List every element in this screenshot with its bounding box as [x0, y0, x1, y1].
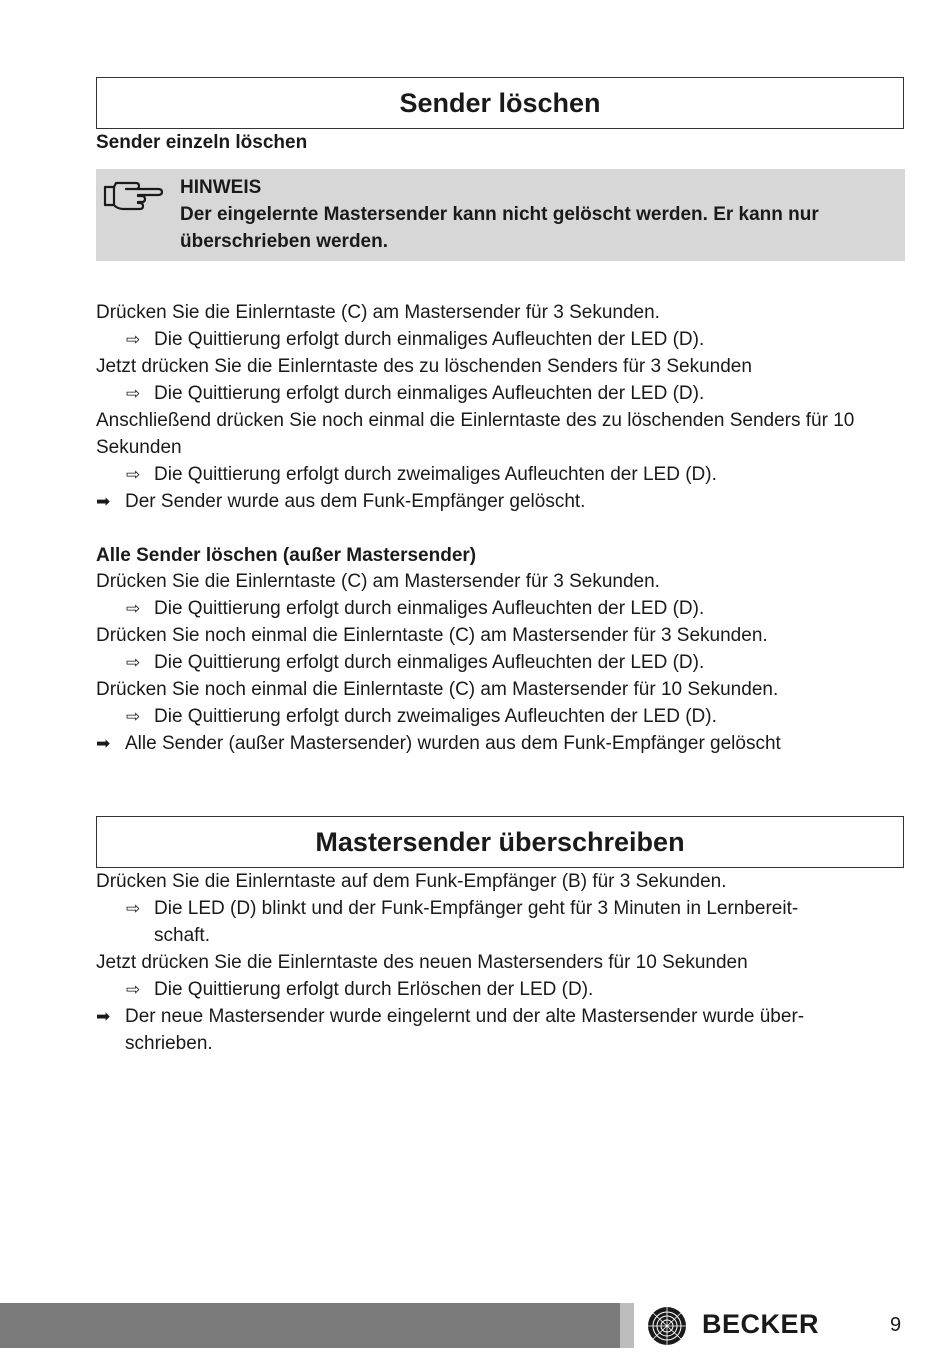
result-sub-line [96, 595, 906, 622]
result-sub-line [96, 649, 906, 676]
step-text: Drücken Sie die Einlerntaste (C) am Mastersender für 3 Sekunden. [96, 571, 660, 592]
step-text: Der Sender wurde aus dem Funk-Empfänger gelöscht. [125, 491, 586, 512]
hint-heading: HINWEIS [180, 177, 262, 198]
open-arrow-icon: ⇨ [126, 653, 141, 672]
step-text: Die Quittierung erfolgt durch einmaliges Aufleuchten der LED (D). [154, 598, 705, 619]
final-result-line [96, 1003, 906, 1057]
step-text: Die Quittierung erfolgt durch zweimaliges Aufleuchten der LED (D). [154, 706, 717, 727]
section-title-text: Sender löschen [399, 87, 601, 118]
instruction-line [96, 353, 906, 380]
final-result-line [96, 730, 906, 757]
step-text: Die Quittierung erfolgt durch einmaliges Aufleuchten der LED (D). [154, 383, 705, 404]
step-text: Alle Sender (außer Mastersender) wurden aus dem Funk-Empfänger gelöscht [125, 733, 781, 754]
solid-arrow-icon: ➡ [96, 734, 111, 753]
final-result-line [96, 488, 906, 515]
result-sub-line [96, 976, 906, 1003]
page-number: 9 [890, 1314, 902, 1336]
open-arrow-icon: ⇨ [126, 899, 141, 918]
open-arrow-icon: ⇨ [126, 707, 141, 726]
instruction-line [96, 299, 906, 326]
steps-mastersender [96, 868, 906, 1057]
result-sub-line [96, 895, 906, 949]
section-title-sender-loeschen [96, 77, 904, 129]
step-text: Die Quittierung erfolgt durch Erlöschen der LED (D). [154, 979, 594, 1000]
step-text: Jetzt drücken Sie die Einlerntaste des zu löschenden Senders für 3 Sekunden [96, 356, 752, 377]
instruction-line [96, 407, 906, 461]
step-text: Jetzt drücken Sie die Einlerntaste des neuen Mastersenders für 10 Sekunden [96, 952, 748, 973]
result-sub-line [96, 703, 906, 730]
step-text: Anschließend drücken Sie noch einmal die Einlerntaste des zu löschenden Senders für 10 Sekunden [96, 410, 855, 458]
step-text: Die Quittierung erfolgt durch einmaliges Aufleuchten der LED (D). [154, 652, 705, 673]
step-text: Die LED (D) blinkt und der Funk-Empfänger geht für 3 Minuten in Lernbereit- schaft. [154, 898, 799, 946]
instruction-line [96, 949, 906, 976]
footer-bar [0, 1303, 620, 1348]
result-sub-line [96, 380, 906, 407]
step-text: Drücken Sie noch einmal die Einlerntaste (C) am Mastersender für 10 Sekunden. [96, 679, 779, 700]
section-title-mastersender [96, 816, 904, 868]
subhead-alle-sender: Alle Sender löschen (außer Mastersender) [96, 545, 477, 566]
step-text: Die Quittierung erfolgt durch zweimaliges Aufleuchten der LED (D). [154, 464, 717, 485]
solid-arrow-icon: ➡ [96, 492, 111, 511]
instruction-line [96, 568, 906, 595]
brand-name: BECKER [702, 1309, 820, 1339]
steps-alle [96, 568, 906, 757]
solid-arrow-icon: ➡ [96, 1007, 111, 1026]
step-text: Drücken Sie noch einmal die Einlerntaste (C) am Mastersender für 3 Sekunden. [96, 625, 768, 646]
section-title-text: Mastersender überschreiben [315, 826, 685, 857]
step-text: Der neue Mastersender wurde eingelernt und der alte Mastersender wurde über- schrieben. [125, 1006, 805, 1054]
instruction-line [96, 622, 906, 649]
result-sub-line [96, 461, 906, 488]
footer-bar-accent [620, 1303, 634, 1348]
step-text: Die Quittierung erfolgt durch einmaliges Aufleuchten der LED (D). [154, 329, 705, 350]
instruction-line [96, 868, 906, 895]
becker-logo-icon [645, 1305, 689, 1352]
hint-box [96, 169, 905, 261]
pointing-hand-icon [102, 177, 168, 222]
open-arrow-icon: ⇨ [126, 330, 141, 349]
subhead-sender-einzeln: Sender einzeln löschen [96, 132, 308, 153]
open-arrow-icon: ⇨ [126, 384, 141, 403]
instruction-line [96, 676, 906, 703]
step-text: Drücken Sie die Einlerntaste auf dem Funk-Empfänger (B) für 3 Sekunden. [96, 871, 727, 892]
open-arrow-icon: ⇨ [126, 465, 141, 484]
open-arrow-icon: ⇨ [126, 980, 141, 999]
step-text: Drücken Sie die Einlerntaste (C) am Mastersender für 3 Sekunden. [96, 302, 660, 323]
result-sub-line [96, 326, 906, 353]
hint-body: Der eingelernte Mastersender kann nicht gelöscht werden. Er kann nur überschrieben werden. [180, 204, 819, 252]
open-arrow-icon: ⇨ [126, 599, 141, 618]
steps-einzeln [96, 299, 906, 515]
